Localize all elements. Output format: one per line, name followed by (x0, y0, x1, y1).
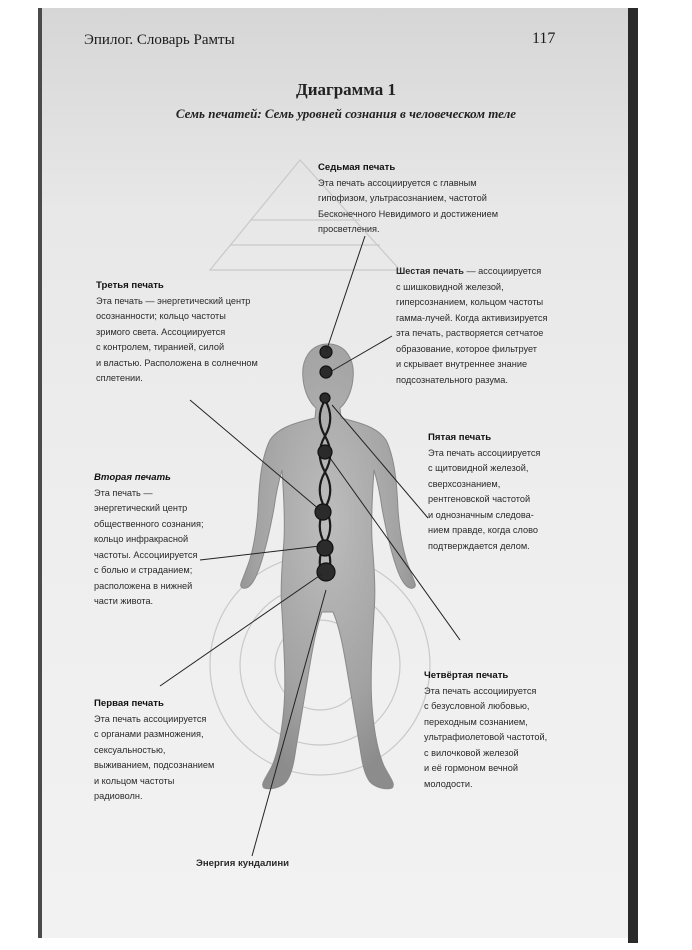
seal-title: Седьмая печать (318, 162, 396, 173)
seal-heading-line (396, 264, 547, 280)
seal-text-line: осознанности; кольцо частоты (96, 311, 226, 321)
seal-text-line: и её гормоном вечной (424, 763, 518, 773)
seal-text-line: и однозначным следова- (428, 509, 534, 520)
seal-text-line: нием правде, когда слово (428, 525, 538, 535)
seal-text-line: и кольцом частоты (94, 775, 175, 786)
seal-text-line: рентгеновской частотой (428, 494, 531, 504)
seal-text-line: части живота. (94, 596, 154, 606)
diagram-title: Диаграмма 1 (296, 80, 396, 99)
diagram-subtitle: Семь печатей: Семь уровней сознания в человеческом теле (175, 106, 517, 121)
seal-title: Пятая печать (428, 432, 492, 443)
seal-first (317, 563, 335, 581)
seal-text-line: Эта печать ассоциируется (424, 685, 537, 696)
seal-text-line: с щитовидной железой, (428, 463, 529, 473)
seal-first-caption (94, 696, 214, 805)
seal-title: Шестая печать (396, 266, 464, 276)
seal-text-line: образование, которое фильтрует (396, 343, 537, 354)
seal-text-line: с болью и страданием; (94, 565, 193, 575)
running-head: Эпилог. Словарь Рамты (84, 32, 235, 48)
seal-text-line: гиперсознанием, кольцом частоты (396, 297, 544, 307)
seal-text-line: молодости. (424, 778, 473, 789)
seal-text-line: ультрафиолетовой частотой, (424, 732, 548, 742)
seal-text-line: Эта печать ассоциируется (428, 447, 541, 458)
page-number: 117 (532, 30, 556, 47)
seal-fourth (318, 445, 332, 459)
seal-text-line: выживанием, подсознанием (94, 760, 215, 770)
seal-text-line: с контролем, тиранией, силой (96, 342, 225, 352)
seal-text-line: Эта печать ассоциируется (94, 713, 207, 724)
seal-text-line: подсознательного разума. (396, 374, 508, 385)
seal-text-line: частоты. Ассоциируется (94, 549, 198, 560)
pointer-seventh (326, 236, 365, 352)
seal-title: Четвёртая печать (424, 670, 509, 681)
seal-title: Первая печать (94, 698, 164, 709)
seal-text-line: радиоволн. (94, 791, 143, 801)
seal-text-line: сплетении. (96, 373, 143, 383)
seal-text-line: Бесконечного Невидимого и достижением (318, 208, 499, 219)
seal-text-line: Эта печать — энергетический центр (96, 295, 251, 306)
seal-text-line: и скрывает внутреннее знание (396, 359, 528, 369)
seal-title: Вторая печать (94, 472, 171, 483)
seal-text-line: эта печать, растворяется сетчатое (396, 328, 544, 338)
seal-text-line: с органами размножения, (94, 729, 204, 739)
seal-text-line: подтверждается делом. (428, 540, 530, 551)
kundalini-label: Энергия кундалини (196, 858, 290, 869)
seal-fifth-caption (428, 430, 540, 554)
seal-text-line: сверхсознанием, (428, 478, 501, 489)
seal-fourth-caption (424, 668, 547, 792)
seal-seventh-caption (318, 160, 498, 238)
seal-text-line: энергетический центр (94, 503, 188, 513)
seal-third (315, 504, 331, 520)
seal-text-line: Эта печать — (94, 487, 153, 498)
seal-third-caption (96, 278, 258, 387)
seal-sixth-caption (396, 264, 547, 388)
seal-text-line: сексуальностью, (94, 744, 166, 755)
seal-text-line: общественного сознания; (94, 518, 204, 529)
seal-text-line: просветления. (318, 224, 380, 234)
seal-text-line: с безусловной любовью, (424, 701, 530, 711)
seal-text-line: Эта печать ассоциируется с главным (318, 177, 477, 188)
seal-text-line: гамма-лучей. Когда активизируется (396, 312, 548, 323)
seal-text-line: переходным сознанием, (424, 716, 528, 727)
seal-text-line: и властью. Расположена в солнечном (96, 357, 258, 368)
seal-text-line: гипофизом, ультрасознанием, частотой (318, 193, 487, 203)
seal-text-line: расположена в нижней (94, 580, 193, 591)
seal-text-line: кольцо инфракрасной (94, 534, 189, 544)
seal-title: Третья печать (96, 280, 164, 291)
seal-text-line: — ассоциируется (466, 266, 542, 276)
seal-second-caption (94, 470, 204, 610)
seal-fifth (320, 393, 330, 403)
seal-text-line: с шишковидной железой, (396, 281, 504, 292)
seal-second (317, 540, 333, 556)
seal-text-line: зримого света. Ассоциируется (96, 326, 226, 337)
seal-text-line: с вилочковой железой (424, 747, 519, 758)
